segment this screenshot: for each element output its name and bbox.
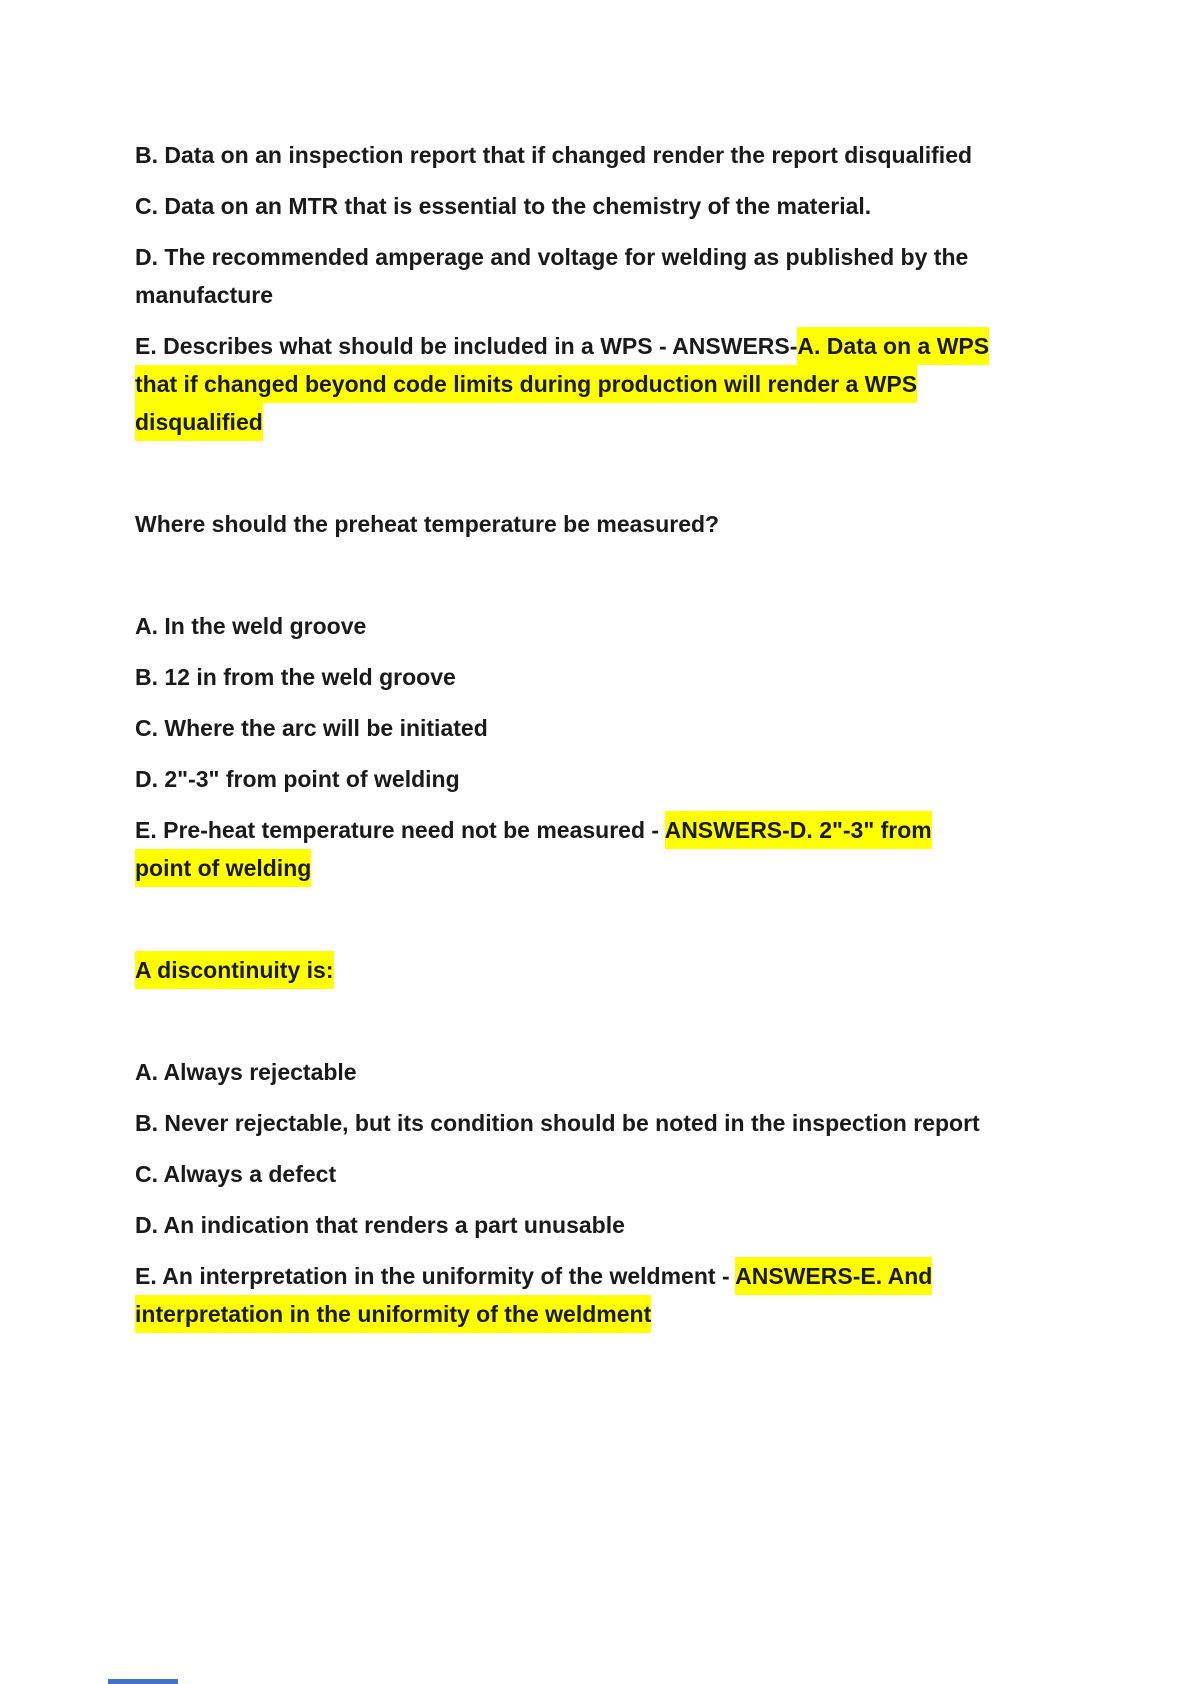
blank-line xyxy=(135,556,1010,607)
option-text: E. Pre-heat temperature need not be measured - xyxy=(135,817,665,843)
q3-option-a xyxy=(135,1053,993,1091)
question-2-block xyxy=(135,505,1010,887)
q2-option-a xyxy=(135,607,993,645)
option-text: A. In the weld groove xyxy=(135,613,367,639)
question-text-highlighted: A discontinuity is: xyxy=(135,951,334,989)
option-text: E. An interpretation in the uniformity of the weldment - xyxy=(135,1263,736,1289)
blank-line xyxy=(135,900,1010,951)
answer-highlight: ANSWERS-D. 2"-3" from point of welding xyxy=(135,811,932,887)
option-text: C. Data on an MTR that is essential to the chemistry of the material. xyxy=(135,193,872,219)
question-3-block xyxy=(135,951,1010,1333)
answer-highlight: ANSWERS-E. And interpretation in the uniformity of the weldment xyxy=(135,1257,932,1333)
question-1-block xyxy=(135,136,1010,441)
option-text: C. Always a defect xyxy=(135,1161,337,1187)
option-text: D. An indication that renders a part unusable xyxy=(135,1212,625,1238)
q1-option-c xyxy=(135,187,993,225)
option-text: E. Describes what should be included in a WPS - ANSWERS- xyxy=(135,333,798,359)
answer-highlight: A. Data on a WPS that if changed beyond code limits during production will render a WPS disqualified xyxy=(135,327,989,441)
q2-option-e-with-answer xyxy=(135,811,993,887)
q2-option-c xyxy=(135,709,993,747)
option-text: D. 2"-3" from point of welding xyxy=(135,766,460,792)
option-text: B. Never rejectable, but its condition should be noted in the inspection report xyxy=(135,1110,980,1136)
question-text: Where should the preheat temperature be measured? xyxy=(135,511,720,537)
q3-option-c xyxy=(135,1155,993,1193)
option-text: B. 12 in from the weld groove xyxy=(135,664,456,690)
q3-option-d xyxy=(135,1206,993,1244)
blank-line xyxy=(135,454,1010,505)
q1-option-d xyxy=(135,238,993,314)
cut-off-next-element-bar xyxy=(108,1679,178,1684)
q2-question xyxy=(135,505,993,543)
q2-option-d xyxy=(135,760,993,798)
q1-option-e-with-answer xyxy=(135,327,993,441)
blank-line xyxy=(135,1002,1010,1053)
q2-option-b xyxy=(135,658,993,696)
option-text: C. Where the arc will be initiated xyxy=(135,715,488,741)
q1-option-b xyxy=(135,136,993,174)
q3-question xyxy=(135,951,993,989)
option-text: A. Always rejectable xyxy=(135,1059,357,1085)
q3-option-e-with-answer xyxy=(135,1257,993,1333)
option-text: D. The recommended amperage and voltage for welding as published by the manufacture xyxy=(135,244,969,308)
option-text: B. Data on an inspection report that if changed render the report disqualified xyxy=(135,142,973,168)
q3-option-b xyxy=(135,1104,993,1142)
